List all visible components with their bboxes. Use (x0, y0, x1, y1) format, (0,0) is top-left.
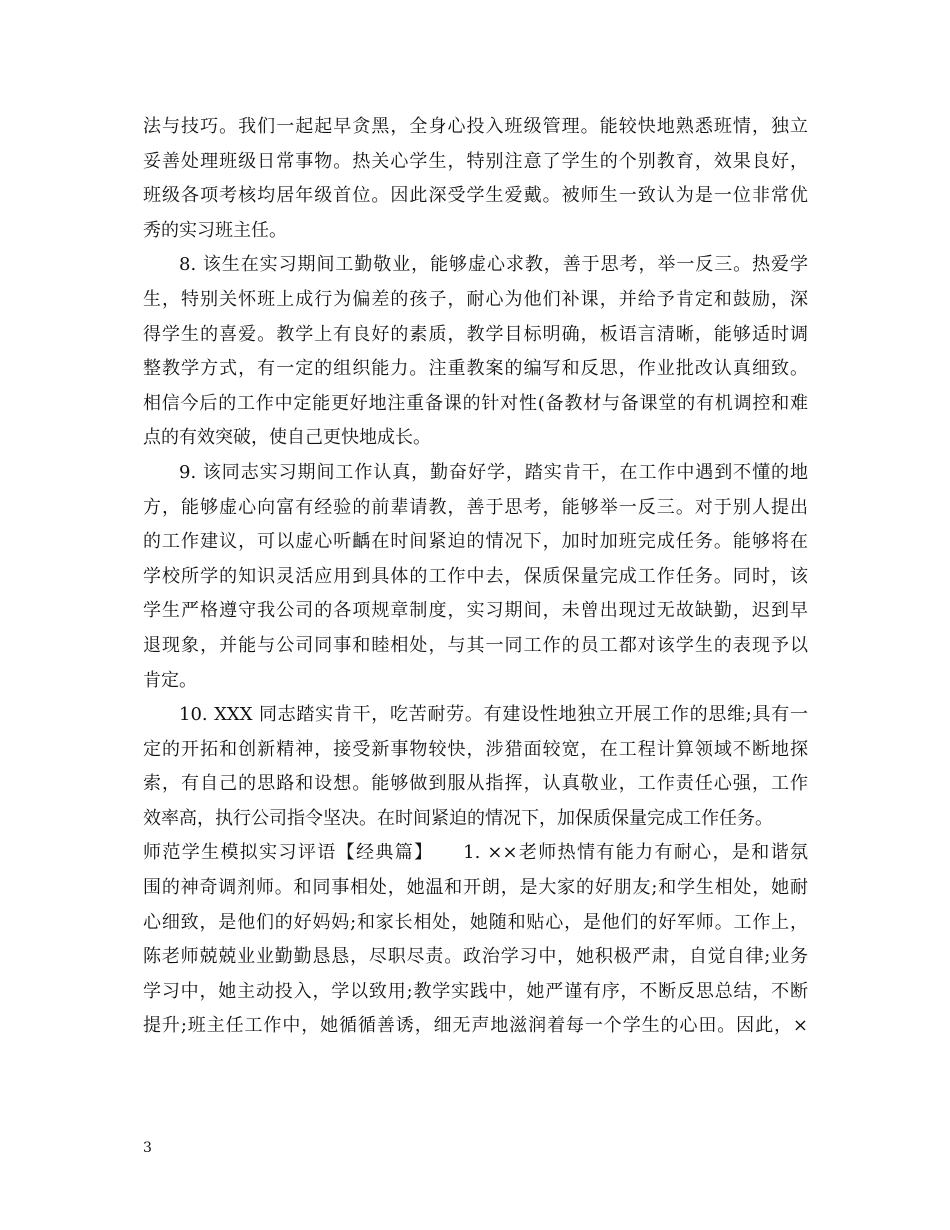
body-text (143, 110, 808, 1044)
text-line: 生，特别关怀班上成行为偏差的孩子，耐心为他们补课，并给予肯定和鼓励，深 (143, 288, 808, 310)
page-number: 3 (143, 1140, 152, 1156)
text-line: 秀的实习班主任。 (143, 219, 287, 241)
text-line: 方，能够虚心向富有经验的前辈请教，善于思考，能够举一反三。对于别人提出 (143, 496, 808, 518)
text-line: 学生严格遵守我公司的各项规章制度，实习期间，未曾出现过无故缺勤，迟到早 (143, 600, 808, 622)
text-line: 退现象，并能与公司同事和睦相处，与其一同工作的员工都对该学生的表现予以 (143, 634, 808, 656)
text-line: 学校所学的知识灵活应用到具体的工作中去，保质保量完成工作任务。同时，该 (143, 565, 808, 587)
text-line: 围的神奇调剂师。和同事相处，她温和开朗，是大家的好朋友;和学生相处，她耐 (143, 877, 808, 899)
text-line: 索，有自己的思路和设想。能够做到服从指挥，认真敬业，工作责任心强，工作 (143, 773, 808, 795)
text-line: 的工作建议，可以虚心听齲在时间紧迫的情况下，加时加班完成任务。能够将在 (143, 531, 808, 553)
text-line: 学习中，她主动投入，学以致用;教学实践中，她严谨有序，不断反思总结，不断 (143, 980, 808, 1002)
text-line: 9. 该同志实习期间工作认真，勤奋好学，踏实肯干，在工作中遇到不懂的地 (179, 461, 808, 483)
text-line: 肯定。 (143, 669, 197, 691)
text-line: 陈老师兢兢业业勤勤恳恳，尽职尽责。政治学习中，她积极严肃，自觉自律;业务 (143, 946, 808, 968)
text-line: 提升;班主任工作中，她循循善诱，细无声地滋润着每一个学生的心田。因此，× (143, 1015, 808, 1037)
text-line: 整教学方式，有一定的组织能力。注重教案的编写和反思，作业批改认真细致。 (143, 358, 808, 380)
text-line: 班级各项考核均居年级首位。因此深受学生爱戴。被师生一致认为是一位非常优 (143, 185, 808, 207)
text-line: 点的有效突破，使自己更快地成长。 (143, 427, 431, 449)
text-line: 妥善处理班级日常事物。热关心学生，特别注意了学生的个别教育，效果良好， (143, 150, 808, 172)
text-line: 8. 该生在实习期间工勤敬业，能够虚心求教，善于思考，举一反三。热爱学 (179, 254, 808, 276)
text-line: 法与技巧。我们一起起早贪黑，全身心投入班级管理。能较快地熟悉班情，独立 (143, 116, 808, 137)
text-line: 师范学生模拟实习评语【经典篇】 1. ××老师热情有能力有耐心，是和谐氛 (143, 842, 808, 864)
text-line: 得学生的喜爱。教学上有良好的素质，教学目标明确，板语言清晰，能够适时调 (143, 323, 808, 345)
text-line: 定的开拓和创新精神，接受新事物较快，涉猎面较宽，在工程计算领域不断地探 (143, 738, 808, 760)
text-line: 心细致，是他们的好妈妈;和家长相处，她随和贴心，是他们的好军师。工作上， (143, 911, 808, 933)
text-line: 10. XXX 同志踏实肯干，吃苦耐劳。有建设性地独立开展工作的思维;具有一 (179, 704, 808, 726)
text-line: 效率高，执行公司指令坚决。在时间紧迫的情况下，加保质保量完成工作任务。 (143, 807, 773, 829)
text-line: 相信今后的工作中定能更好地注重备课的针对性(备教材与备课堂的有机调控和难 (143, 392, 808, 414)
